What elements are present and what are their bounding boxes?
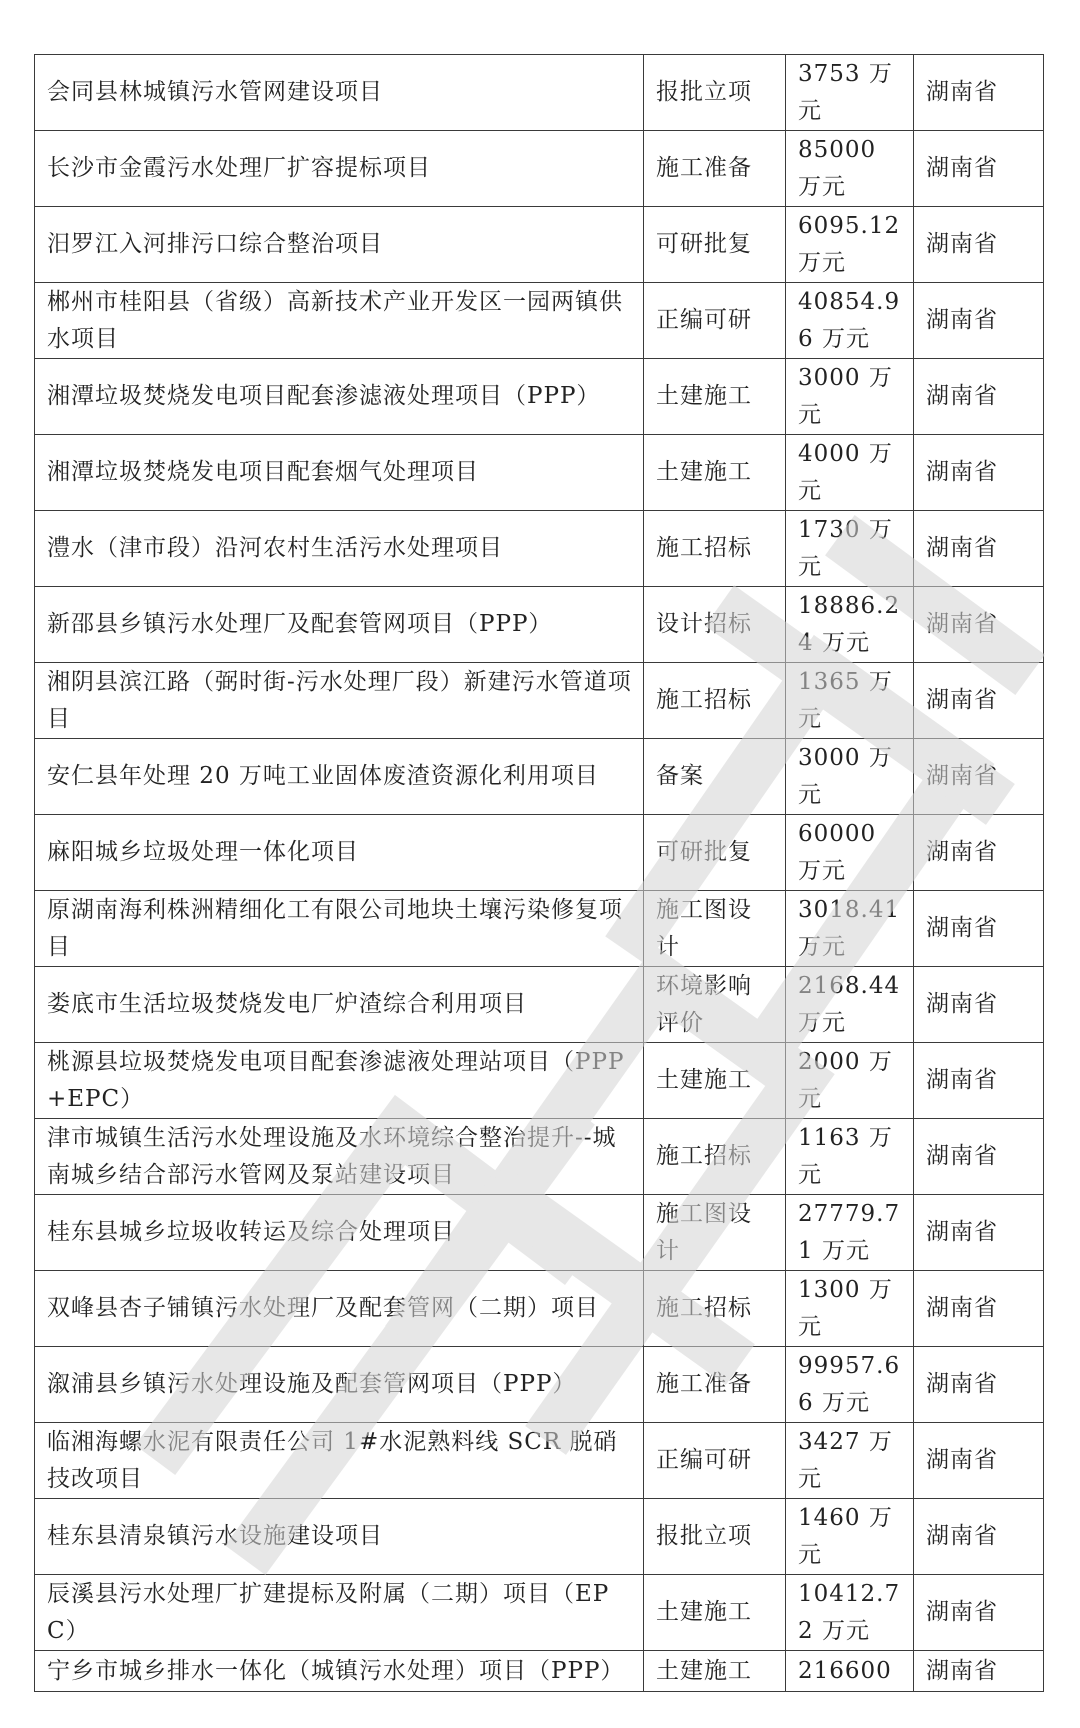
project-amount-cell: 18886.24 万元 xyxy=(786,587,914,663)
project-name-cell: 湘潭垃圾焚烧发电项目配套烟气处理项目 xyxy=(35,435,644,511)
table-row xyxy=(35,1271,1044,1347)
project-province-cell: 湖南省 xyxy=(914,587,1044,663)
project-amount-cell: 3753 万元 xyxy=(786,55,914,131)
table-row xyxy=(35,1195,1044,1271)
project-amount-cell: 1730 万元 xyxy=(786,511,914,587)
project-name-cell: 郴州市桂阳县（省级）高新技术产业开发区一园两镇供水项目 xyxy=(35,283,644,359)
project-province-cell: 湖南省 xyxy=(914,739,1044,815)
project-province-cell: 湖南省 xyxy=(914,359,1044,435)
project-name-cell: 安仁县年处理 20 万吨工业固体废渣资源化利用项目 xyxy=(35,739,644,815)
project-amount-cell: 1365 万元 xyxy=(786,663,914,739)
table-row xyxy=(35,663,1044,739)
project-amount-cell: 60000 万元 xyxy=(786,815,914,891)
project-stage-cell: 施工招标 xyxy=(644,1119,786,1195)
table-row xyxy=(35,359,1044,435)
project-amount-cell: 85000 万元 xyxy=(786,131,914,207)
project-stage-cell: 可研批复 xyxy=(644,815,786,891)
table-row xyxy=(35,1575,1044,1651)
table-row xyxy=(35,435,1044,511)
project-name-cell: 辰溪县污水处理厂扩建提标及附属（二期）项目（EPC） xyxy=(35,1575,644,1651)
table-row xyxy=(35,967,1044,1043)
project-province-cell: 湖南省 xyxy=(914,1043,1044,1119)
project-province-cell: 湖南省 xyxy=(914,1423,1044,1499)
project-name-cell: 津市城镇生活污水处理设施及水环境综合整治提升--城南城乡结合部污水管网及泵站建设项目 xyxy=(35,1119,644,1195)
project-province-cell: 湖南省 xyxy=(914,1347,1044,1423)
project-name-cell: 麻阳城乡垃圾处理一体化项目 xyxy=(35,815,644,891)
project-amount-cell: 3427 万元 xyxy=(786,1423,914,1499)
project-table xyxy=(34,54,1044,1692)
project-name-cell: 湘潭垃圾焚烧发电项目配套渗滤液处理项目（PPP） xyxy=(35,359,644,435)
project-table-body xyxy=(35,55,1044,1692)
project-province-cell: 湖南省 xyxy=(914,891,1044,967)
project-province-cell: 湖南省 xyxy=(914,55,1044,131)
project-amount-cell: 216600 xyxy=(786,1651,914,1692)
project-name-cell: 桂东县城乡垃圾收转运及综合处理项目 xyxy=(35,1195,644,1271)
project-amount-cell: 1300 万元 xyxy=(786,1271,914,1347)
table-row xyxy=(35,207,1044,283)
project-stage-cell: 报批立项 xyxy=(644,55,786,131)
table-row xyxy=(35,1499,1044,1575)
project-name-cell: 宁乡市城乡排水一体化（城镇污水处理）项目（PPP） xyxy=(35,1651,644,1692)
project-stage-cell: 可研批复 xyxy=(644,207,786,283)
project-amount-cell: 3000 万元 xyxy=(786,359,914,435)
project-province-cell: 湖南省 xyxy=(914,131,1044,207)
project-amount-cell: 1460 万元 xyxy=(786,1499,914,1575)
project-amount-cell: 2168.44 万元 xyxy=(786,967,914,1043)
project-amount-cell: 99957.66 万元 xyxy=(786,1347,914,1423)
project-amount-cell: 4000 万元 xyxy=(786,435,914,511)
project-stage-cell: 备案 xyxy=(644,739,786,815)
project-province-cell: 湖南省 xyxy=(914,1119,1044,1195)
table-row xyxy=(35,891,1044,967)
table-row xyxy=(35,1423,1044,1499)
project-stage-cell: 施工招标 xyxy=(644,1271,786,1347)
project-name-cell: 娄底市生活垃圾焚烧发电厂炉渣综合利用项目 xyxy=(35,967,644,1043)
project-province-cell: 湖南省 xyxy=(914,1575,1044,1651)
project-name-cell: 长沙市金霞污水处理厂扩容提标项目 xyxy=(35,131,644,207)
project-amount-cell: 10412.72 万元 xyxy=(786,1575,914,1651)
project-province-cell: 湖南省 xyxy=(914,1499,1044,1575)
table-row xyxy=(35,1119,1044,1195)
project-name-cell: 澧水（津市段）沿河农村生活污水处理项目 xyxy=(35,511,644,587)
project-stage-cell: 正编可研 xyxy=(644,283,786,359)
project-amount-cell: 3018.41 万元 xyxy=(786,891,914,967)
project-name-cell: 会同县林城镇污水管网建设项目 xyxy=(35,55,644,131)
project-stage-cell: 环境影响评价 xyxy=(644,967,786,1043)
project-stage-cell: 土建施工 xyxy=(644,1043,786,1119)
project-province-cell: 湖南省 xyxy=(914,1651,1044,1692)
project-province-cell: 湖南省 xyxy=(914,283,1044,359)
project-amount-cell: 40854.96 万元 xyxy=(786,283,914,359)
project-stage-cell: 施工准备 xyxy=(644,1347,786,1423)
project-name-cell: 双峰县杏子铺镇污水处理厂及配套管网（二期）项目 xyxy=(35,1271,644,1347)
project-table-container xyxy=(34,54,1043,1692)
project-stage-cell: 土建施工 xyxy=(644,1651,786,1692)
project-stage-cell: 施工招标 xyxy=(644,663,786,739)
project-name-cell: 桃源县垃圾焚烧发电项目配套渗滤液处理站项目（PPP+EPC） xyxy=(35,1043,644,1119)
table-row xyxy=(35,1347,1044,1423)
project-name-cell: 汨罗江入河排污口综合整治项目 xyxy=(35,207,644,283)
table-row xyxy=(35,739,1044,815)
project-name-cell: 溆浦县乡镇污水处理设施及配套管网项目（PPP） xyxy=(35,1347,644,1423)
project-amount-cell: 1163 万元 xyxy=(786,1119,914,1195)
project-province-cell: 湖南省 xyxy=(914,967,1044,1043)
project-province-cell: 湖南省 xyxy=(914,815,1044,891)
project-name-cell: 临湘海螺水泥有限责任公司 1#水泥熟料线 SCR 脱硝技改项目 xyxy=(35,1423,644,1499)
table-row xyxy=(35,283,1044,359)
project-stage-cell: 施工准备 xyxy=(644,131,786,207)
project-amount-cell: 27779.71 万元 xyxy=(786,1195,914,1271)
project-stage-cell: 土建施工 xyxy=(644,1575,786,1651)
project-province-cell: 湖南省 xyxy=(914,207,1044,283)
project-stage-cell: 施工图设计 xyxy=(644,1195,786,1271)
project-province-cell: 湖南省 xyxy=(914,511,1044,587)
project-amount-cell: 6095.12 万元 xyxy=(786,207,914,283)
table-row xyxy=(35,1651,1044,1692)
table-row xyxy=(35,1043,1044,1119)
project-stage-cell: 施工招标 xyxy=(644,511,786,587)
table-row xyxy=(35,131,1044,207)
table-row xyxy=(35,511,1044,587)
table-row xyxy=(35,55,1044,131)
project-province-cell: 湖南省 xyxy=(914,435,1044,511)
project-province-cell: 湖南省 xyxy=(914,1195,1044,1271)
project-province-cell: 湖南省 xyxy=(914,1271,1044,1347)
project-amount-cell: 2000 万元 xyxy=(786,1043,914,1119)
table-row xyxy=(35,815,1044,891)
table-row xyxy=(35,587,1044,663)
project-stage-cell: 正编可研 xyxy=(644,1423,786,1499)
project-province-cell: 湖南省 xyxy=(914,663,1044,739)
project-name-cell: 新邵县乡镇污水处理厂及配套管网项目（PPP） xyxy=(35,587,644,663)
project-name-cell: 桂东县清泉镇污水设施建设项目 xyxy=(35,1499,644,1575)
project-stage-cell: 设计招标 xyxy=(644,587,786,663)
project-stage-cell: 报批立项 xyxy=(644,1499,786,1575)
project-stage-cell: 土建施工 xyxy=(644,359,786,435)
project-name-cell: 原湖南海利株洲精细化工有限公司地块土壤污染修复项目 xyxy=(35,891,644,967)
project-stage-cell: 土建施工 xyxy=(644,435,786,511)
project-amount-cell: 3000 万元 xyxy=(786,739,914,815)
project-stage-cell: 施工图设计 xyxy=(644,891,786,967)
project-name-cell: 湘阴县滨江路（弼时街-污水处理厂段）新建污水管道项目 xyxy=(35,663,644,739)
